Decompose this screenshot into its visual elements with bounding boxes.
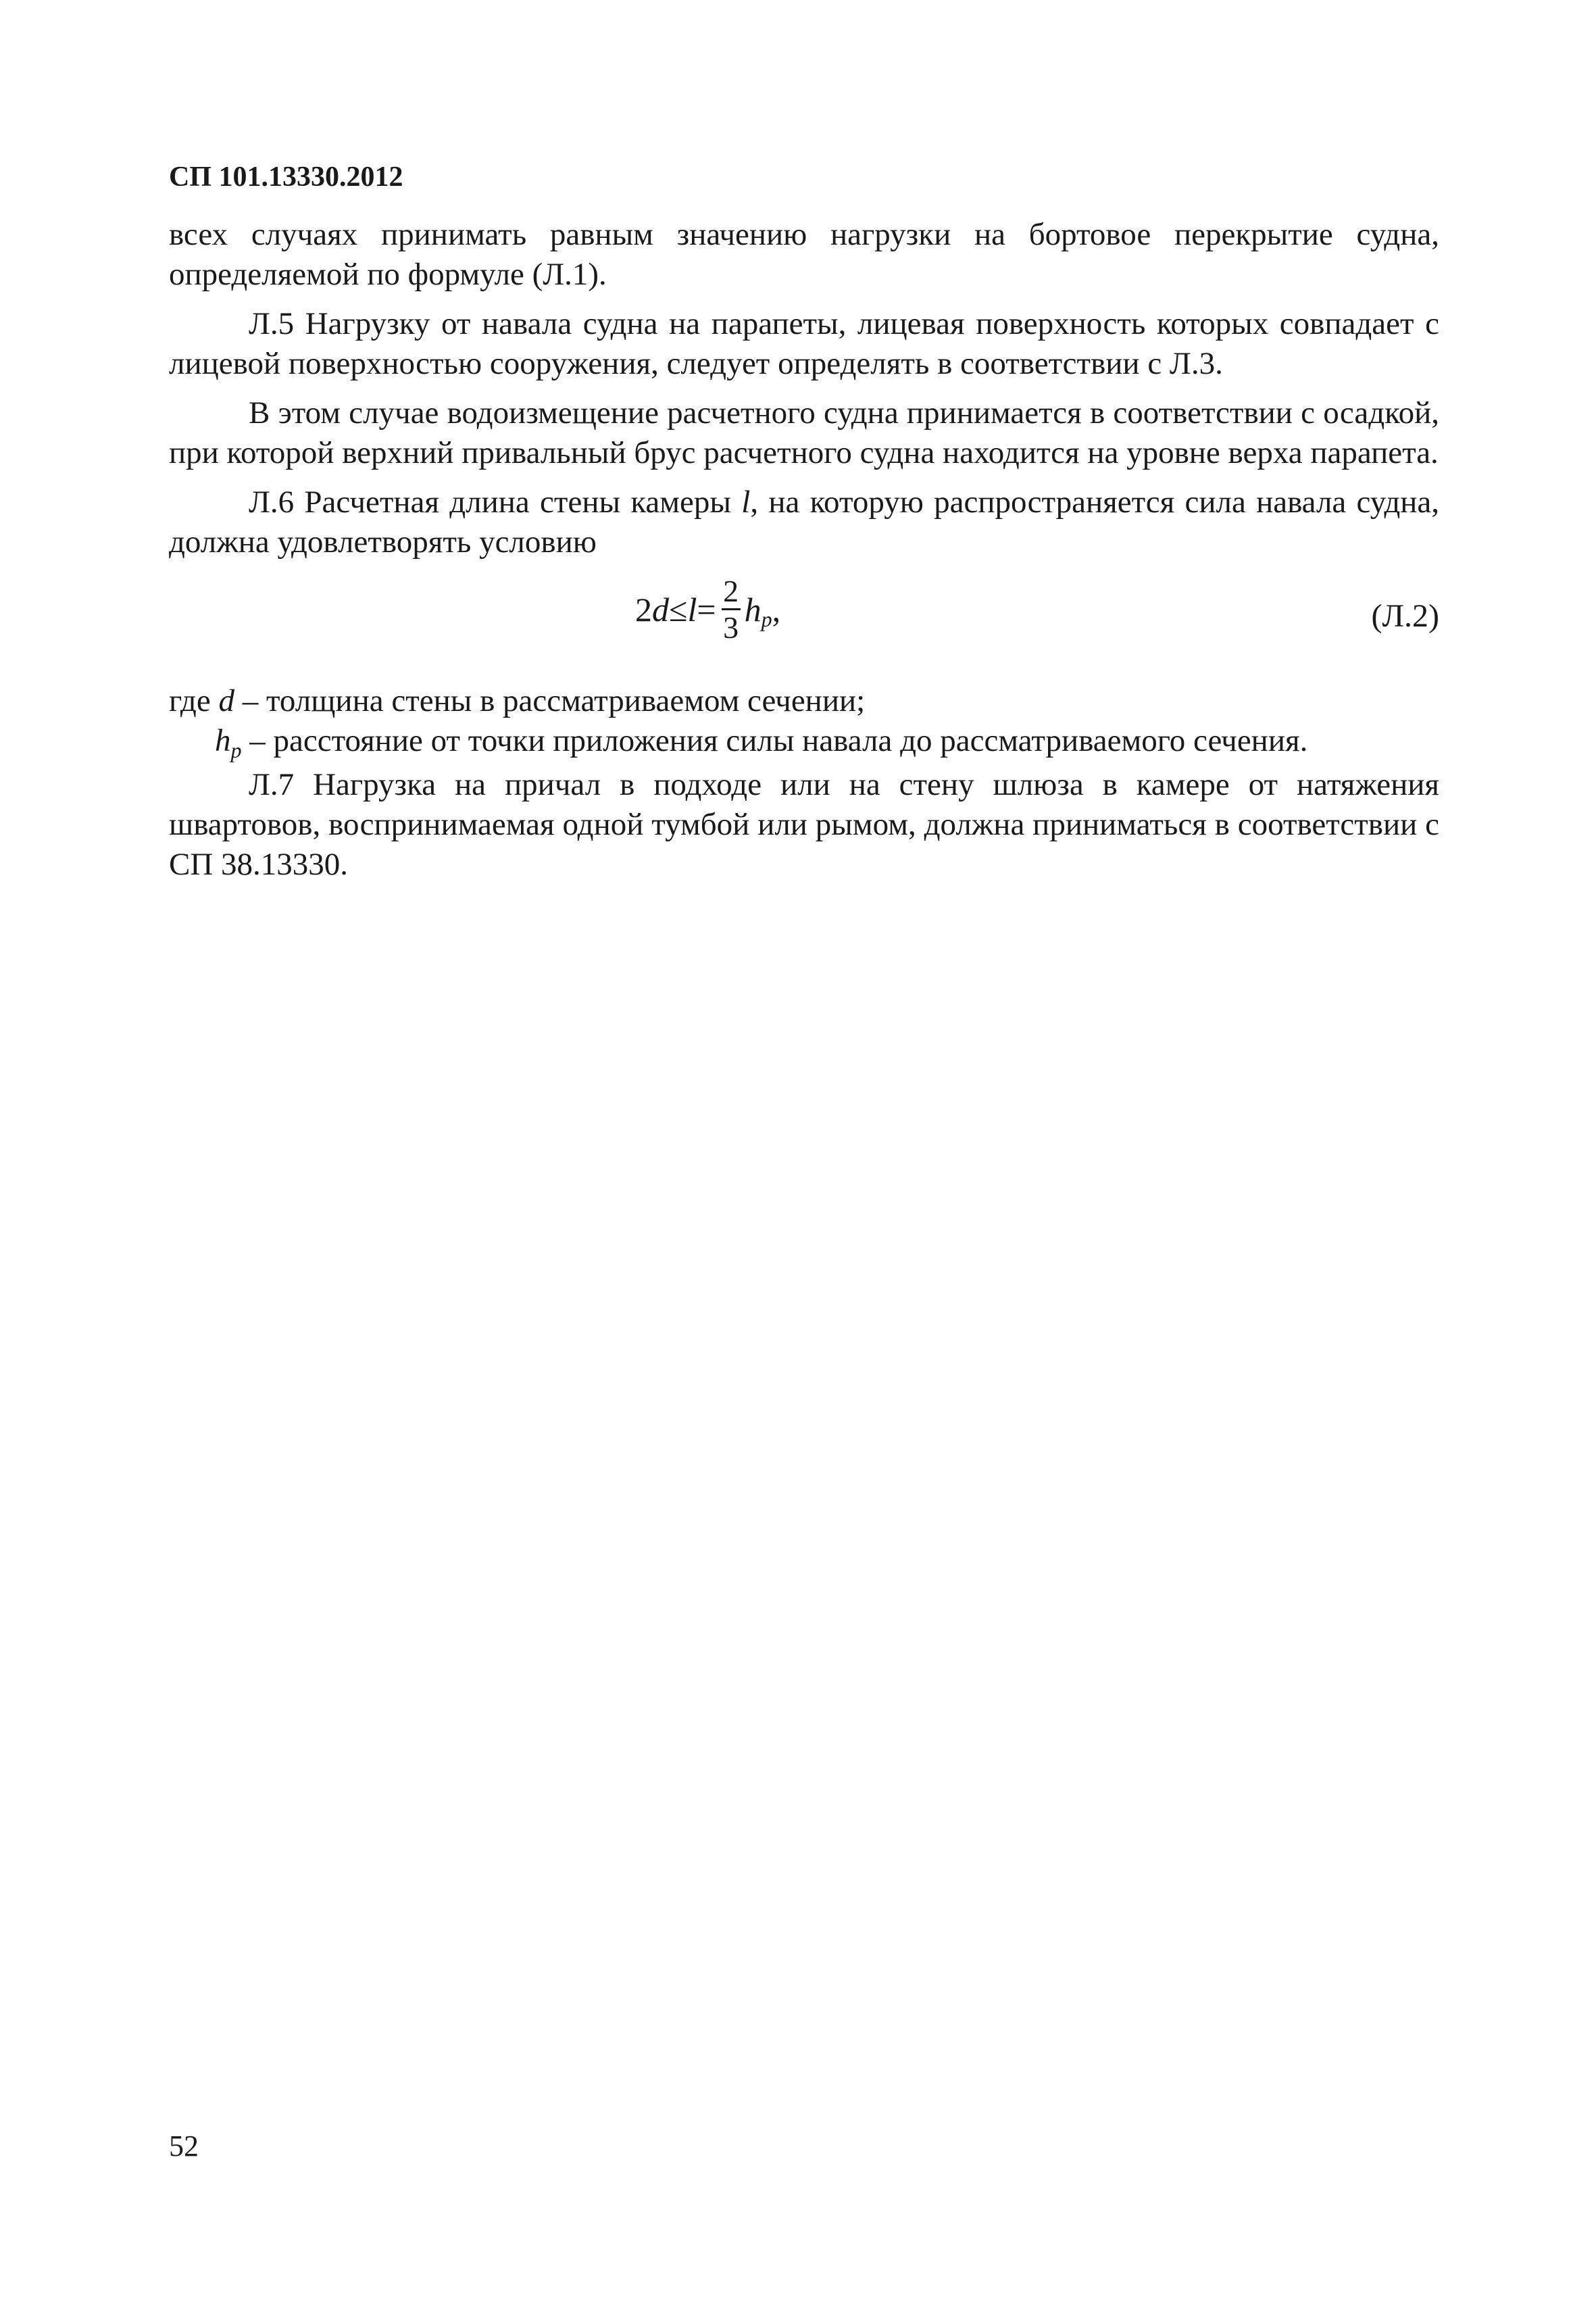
fraction-denominator: 3 [723, 610, 739, 645]
paragraph-l6-text-end: , на которую распространяется сила навала судна, должна удовлетворять условию [169, 485, 1439, 560]
paragraph-l5-case: В этом случае водоизмещение расчетного судна принимается в соответствии с осадкой, при которой верхний привальный брус расчетного судна находится на уровне верха парапета. [169, 395, 1439, 470]
definition-d-text: – толщина стены в рассматриваемом сечении; [234, 683, 866, 718]
formula-var-h: h [744, 591, 762, 629]
formula-comma: , [772, 591, 781, 629]
formula-le-sign: ≤ [669, 591, 688, 629]
formula-var-l: l [687, 591, 697, 629]
variable-l: l [741, 485, 751, 520]
body-text [169, 215, 1439, 894]
paragraph-continuation: всех случаях принимать равным значению нагрузки на бортовое перекрытие судна, определяемой по формуле (Л.1). [169, 217, 1439, 292]
definition-hp-text: – расстояние от точки приложения силы навала до рассматриваемого сечения. [241, 723, 1308, 758]
paragraph-l6-text-start: Л.6 Расчетная длина стены камеры [249, 485, 742, 520]
formula-eq-sign: = [697, 591, 716, 629]
formula-l2 [635, 574, 780, 645]
paragraph-l7: Л.7 Нагрузка на причал в подходе или на стену шлюза в камере от натяжения швартовов, воспринимаемая одной тумбой или рымом, должна приниматься в соответствии с СП 38.13330. [169, 767, 1439, 882]
paragraph-l6 [169, 483, 1439, 562]
paragraph-l5: Л.5 Нагрузку от навала судна на парапеты, лицевая поверхность которых совпадает с лицевой поверхностью сооружения, следует определять в соответствии с Л.3. [169, 306, 1439, 381]
fraction-numerator: 2 [723, 574, 739, 608]
definition-subscript-p: p [230, 738, 242, 762]
formula-row [169, 569, 1439, 670]
definition-var-h: h [215, 723, 231, 758]
formula-fraction [722, 574, 741, 645]
definition-var-d: d [218, 683, 234, 718]
page-number: 52 [169, 2130, 199, 2163]
definition-prefix: где [169, 683, 219, 718]
definition-hp [169, 721, 1439, 764]
formula-coefficient: 2 [635, 591, 652, 629]
document-code-header: СП 101.13330.2012 [169, 162, 403, 193]
definition-d [169, 681, 1439, 721]
formula-var-d: d [652, 591, 669, 629]
equation-number: (Л.2) [1371, 598, 1439, 634]
formula-subscript-p: p [761, 607, 772, 631]
